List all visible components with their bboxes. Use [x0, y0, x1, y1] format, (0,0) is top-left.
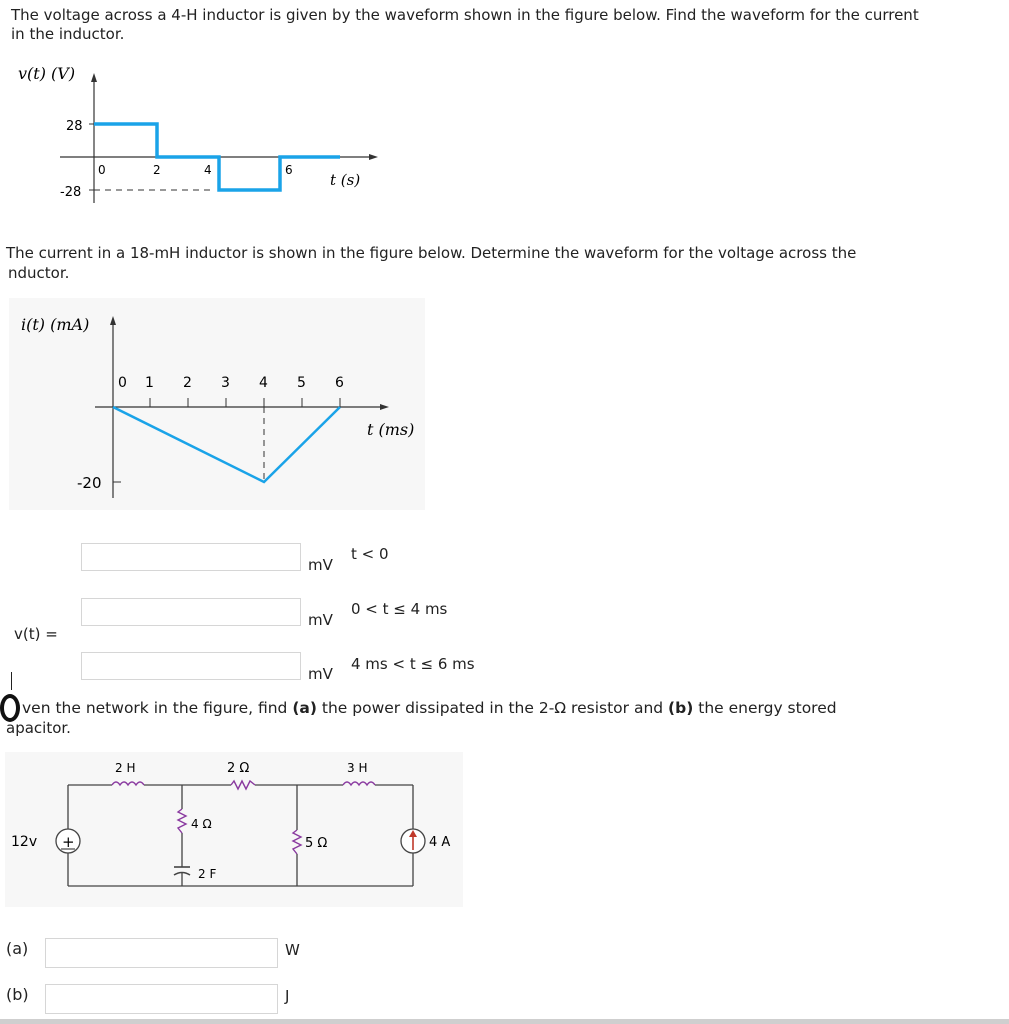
x-tick-label-2: 2: [153, 163, 161, 177]
energy-answer-input[interactable]: [45, 984, 278, 1014]
voltage-answer-label: v(t) =: [14, 625, 58, 643]
y-axis-label: i(t) (mA): [21, 315, 90, 334]
y-tick-label-28: 28: [66, 119, 83, 134]
x-tick-label-5: 5: [297, 375, 306, 391]
text-cursor: [11, 672, 12, 690]
resistor-4ohm: [178, 809, 186, 833]
condition-3: 4 ms < t ≤ 6 ms: [351, 655, 475, 673]
x-tick-label-4: 4: [259, 375, 268, 391]
label-2f: 2 F: [198, 867, 217, 881]
power-answer-unit: W: [285, 941, 300, 959]
y-axis-arrow: [91, 73, 97, 82]
current-waveform-figure: [9, 298, 425, 510]
condition-2: 0 < t ≤ 4 ms: [351, 600, 448, 618]
problem1-text-line1: The voltage across a 4-H inductor is given by the waveform shown in the figure below. Find the waveform for the current: [11, 6, 919, 24]
y-axis-arrow: [110, 316, 116, 325]
x-axis-arrow: [380, 404, 389, 410]
label-5ohm: 5 Ω: [305, 836, 328, 851]
x-tick-label-3: 3: [221, 375, 230, 391]
voltage-answer-unit-2: mV: [308, 611, 333, 629]
x-tick-label-0: 0: [118, 375, 127, 391]
problem3-text-line2: apacitor.: [6, 719, 71, 737]
condition-1: t < 0: [351, 545, 389, 563]
resistor-5ohm: [293, 830, 301, 854]
voltage-source-sign: +: [62, 833, 75, 851]
inductor-2h: [112, 782, 144, 785]
inductor-3h: [343, 782, 375, 785]
x-axis-arrow: [369, 154, 378, 160]
y-axis-label: v(t) (V): [18, 64, 76, 83]
problem2-text-line2: nductor.: [8, 264, 70, 282]
label-2ohm: 2 Ω: [227, 761, 250, 776]
problem1-text-line2: in the inductor.: [11, 25, 125, 43]
part-a-bold: (a): [292, 699, 317, 717]
voltage-answer-input-3[interactable]: [81, 652, 301, 680]
cursor-ring-icon: [0, 694, 20, 722]
problem3-text-mid: the power dissipated in the 2-Ω resistor and: [316, 699, 669, 717]
x-axis-label: t (s): [330, 171, 361, 189]
label-4a: 4 A: [429, 835, 451, 850]
problem2-text-line1: The current in a 18-mH inductor is shown in the figure below. Determine the waveform for the voltage across the: [6, 244, 857, 262]
x-tick-label-2: 2: [183, 375, 192, 391]
energy-answer-unit: J: [285, 987, 290, 1005]
resistor-2ohm: [231, 781, 255, 789]
label-4ohm: 4 Ω: [191, 817, 212, 831]
problem3-text-line1: [22, 699, 837, 718]
label-2h: 2 H: [115, 761, 136, 775]
part-b-label: (b): [6, 985, 29, 1004]
x-tick-label-4: 4: [204, 163, 212, 177]
x-tick-label-1: 1: [145, 375, 154, 391]
x-tick-label-0: 0: [98, 163, 106, 177]
problem3-text-post: the energy stored: [693, 699, 837, 717]
circuit-diagram: [5, 752, 463, 907]
problem3-text-pre: ven the network in the figure, find: [22, 699, 293, 717]
voltage-answer-unit-3: mV: [308, 665, 333, 683]
voltage-answer-input-1[interactable]: [81, 543, 301, 571]
y-tick-label-neg20: -20: [77, 474, 102, 492]
y-tick-label-neg28: -28: [60, 185, 82, 200]
power-answer-input[interactable]: [45, 938, 278, 968]
part-a-label: (a): [6, 939, 29, 958]
voltage-answer-unit-1: mV: [308, 556, 333, 574]
part-b-bold: (b): [668, 699, 694, 717]
bottom-scrollbar[interactable]: [0, 1019, 1009, 1024]
current-waveform: [113, 407, 340, 482]
x-tick-label-6: 6: [335, 375, 344, 391]
label-3h: 3 H: [347, 761, 368, 775]
x-tick-label-6: 6: [285, 163, 293, 177]
voltage-answer-input-2[interactable]: [81, 598, 301, 626]
label-12v: 12v: [11, 834, 38, 850]
x-axis-label: t (ms): [367, 420, 415, 439]
voltage-waveform-figure: [0, 55, 420, 230]
